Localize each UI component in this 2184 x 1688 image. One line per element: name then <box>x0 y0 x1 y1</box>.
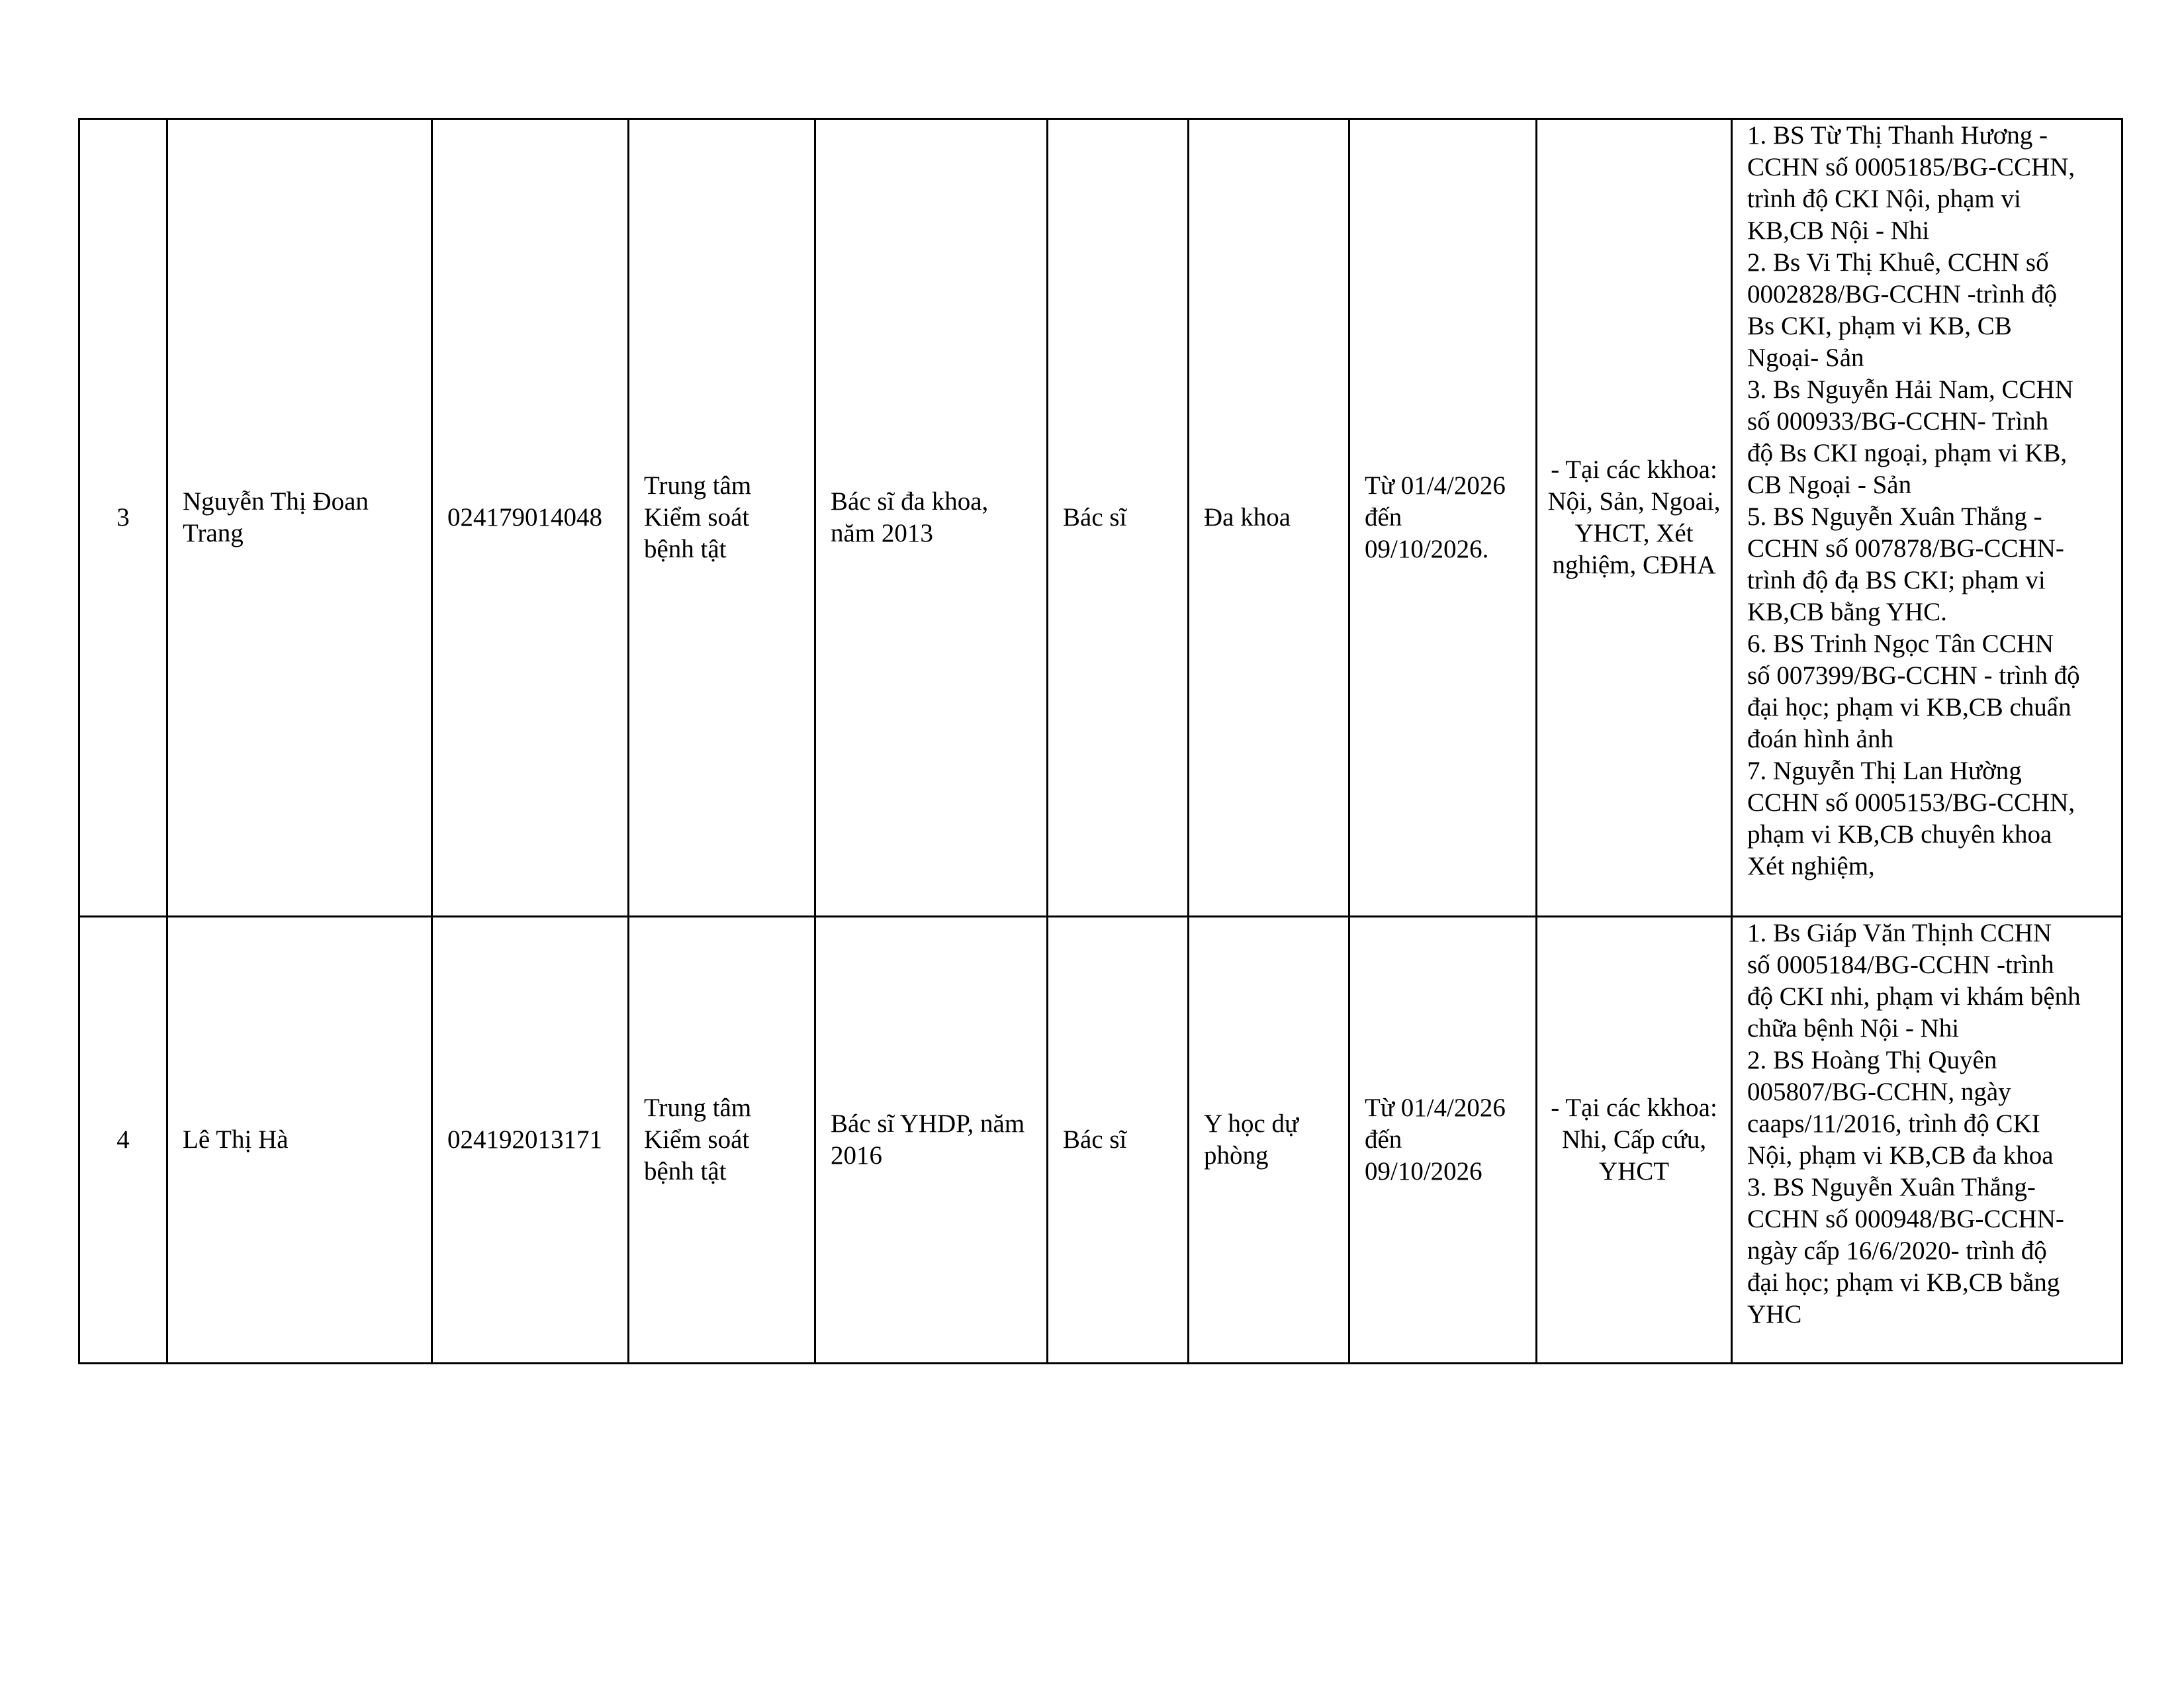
position: Bác sĩ <box>1048 119 1189 917</box>
supervisor-line: 2. Bs Vi Thị Khuê, CCHN số <box>1747 248 2049 277</box>
id-number: 024192013171 <box>432 917 629 1364</box>
row-number: 3 <box>79 119 167 917</box>
supervisor-line: độ Bs CKI ngoại, phạm vi KB, <box>1747 439 2068 467</box>
supervisor-line: đại học; phạm vi KB,CB chuẩn <box>1747 693 2071 722</box>
work-unit: Trung tâm Kiểm soát bệnh tật <box>629 917 815 1364</box>
supervisor-line: số 007399/BG-CCHN - trình độ <box>1747 661 2080 690</box>
supervisor-line: số 0005184/BG-CCHN -trình <box>1747 951 2054 979</box>
supervisor-line: đoán hình ảnh <box>1747 725 1893 753</box>
supervisor-line: CCHN số 0005153/BG-CCHN, <box>1747 788 2075 817</box>
practitioner-name: Lê Thị Hà <box>167 917 432 1364</box>
supervisor-line: ngày cấp 16/6/2020- trình độ <box>1747 1237 2047 1265</box>
supervisor-line: trình độ CKI Nội, phạm vi <box>1747 185 2021 213</box>
practice-period: Từ 01/4/2026 đến 09/10/2026. <box>1349 119 1537 917</box>
supervisor-line: Bs CKI, phạm vi KB, CB <box>1747 312 2012 340</box>
supervisor-line: 6. BS Trinh Ngọc Tân CCHN <box>1747 630 2054 658</box>
supervisor-line: 3. BS Nguyễn Xuân Thắng- <box>1747 1173 2036 1201</box>
table-row <box>79 917 2122 1364</box>
row-number: 4 <box>79 917 167 1364</box>
supervisor-line: độ CKI nhi, phạm vi khám bệnh <box>1747 982 2081 1011</box>
supervisor-line: đại học; phạm vi KB,CB bằng <box>1747 1268 2060 1297</box>
supervisor-line: 2. BS Hoàng Thị Quyên <box>1747 1046 1997 1074</box>
supervisor-line: số 000933/BG-CCHN- Trình <box>1747 407 2049 436</box>
supervisor-line: 7. Nguyễn Thị Lan Hường <box>1747 757 2022 785</box>
supervisor-line: 5. BS Nguyễn Xuân Thắng - <box>1747 502 2042 531</box>
supervisor-line: CCHN số 007878/BG-CCHN- <box>1747 534 2064 563</box>
supervisor-line: Nội, phạm vi KB,CB đa khoa <box>1747 1141 2054 1170</box>
supervisor-line: YHC <box>1747 1300 1802 1329</box>
supervisor-line: 1. BS Từ Thị Thanh Hương - <box>1747 121 2048 150</box>
id-number: 024179014048 <box>432 119 629 917</box>
practice-location: - Tại các kkhoa: Nhi, Cấp cứu, YHCT <box>1537 917 1732 1364</box>
supervisor-line: KB,CB bằng YHC. <box>1747 598 1947 626</box>
supervisor-line: caaps/11/2016, trình độ CKI <box>1747 1109 2040 1138</box>
practitioner-name: Nguyễn Thị Đoan Trang <box>167 119 432 917</box>
supervisor-line: 005807/BG-CCHN, ngày <box>1747 1078 2011 1106</box>
work-unit: Trung tâm Kiểm soát bệnh tật <box>629 119 815 917</box>
supervisor-line: CCHN số 0005185/BG-CCHN, <box>1747 153 2075 181</box>
position: Bác sĩ <box>1048 917 1189 1364</box>
practice-period: Từ 01/4/2026 đến 09/10/2026 <box>1349 917 1537 1364</box>
supervisor-line: Ngoại- Sản <box>1747 344 1864 372</box>
table-row <box>79 119 2122 917</box>
practice-location: - Tại các kkhoa: Nội, Sản, Ngoai, YHCT, Xét nghiệm, CĐHA <box>1537 119 1732 917</box>
supervisor-line: trình độ đạ BS CKI; phạm vi <box>1747 566 2046 594</box>
supervisor-line: 3. Bs Nguyễn Hải Nam, CCHN <box>1747 375 2073 404</box>
supervisor-line: Xét nghiệm, <box>1747 852 1875 880</box>
supervisor-list <box>1732 917 2122 1364</box>
supervisor-line: phạm vi KB,CB chuyên khoa <box>1747 820 2052 849</box>
supervisor-line: chữa bệnh Nội - Nhi <box>1747 1014 1960 1043</box>
supervisor-line: CCHN số 000948/BG-CCHN- <box>1747 1205 2064 1233</box>
degree: Bác sĩ đa khoa, năm 2013 <box>815 119 1048 917</box>
practice-roster-table <box>78 118 2123 1364</box>
specialty: Đa khoa <box>1189 119 1349 917</box>
supervisor-line: 1. Bs Giáp Văn Thịnh CCHN <box>1747 919 2052 947</box>
supervisor-list <box>1732 119 2122 917</box>
supervisor-line: KB,CB Nội - Nhi <box>1747 216 1930 245</box>
supervisor-line: CB Ngoại - Sản <box>1747 471 1912 499</box>
specialty: Y học dự phòng <box>1189 917 1349 1364</box>
supervisor-line: 0002828/BG-CCHN -trình độ <box>1747 280 2057 308</box>
degree: Bác sĩ YHDP, năm 2016 <box>815 917 1048 1364</box>
